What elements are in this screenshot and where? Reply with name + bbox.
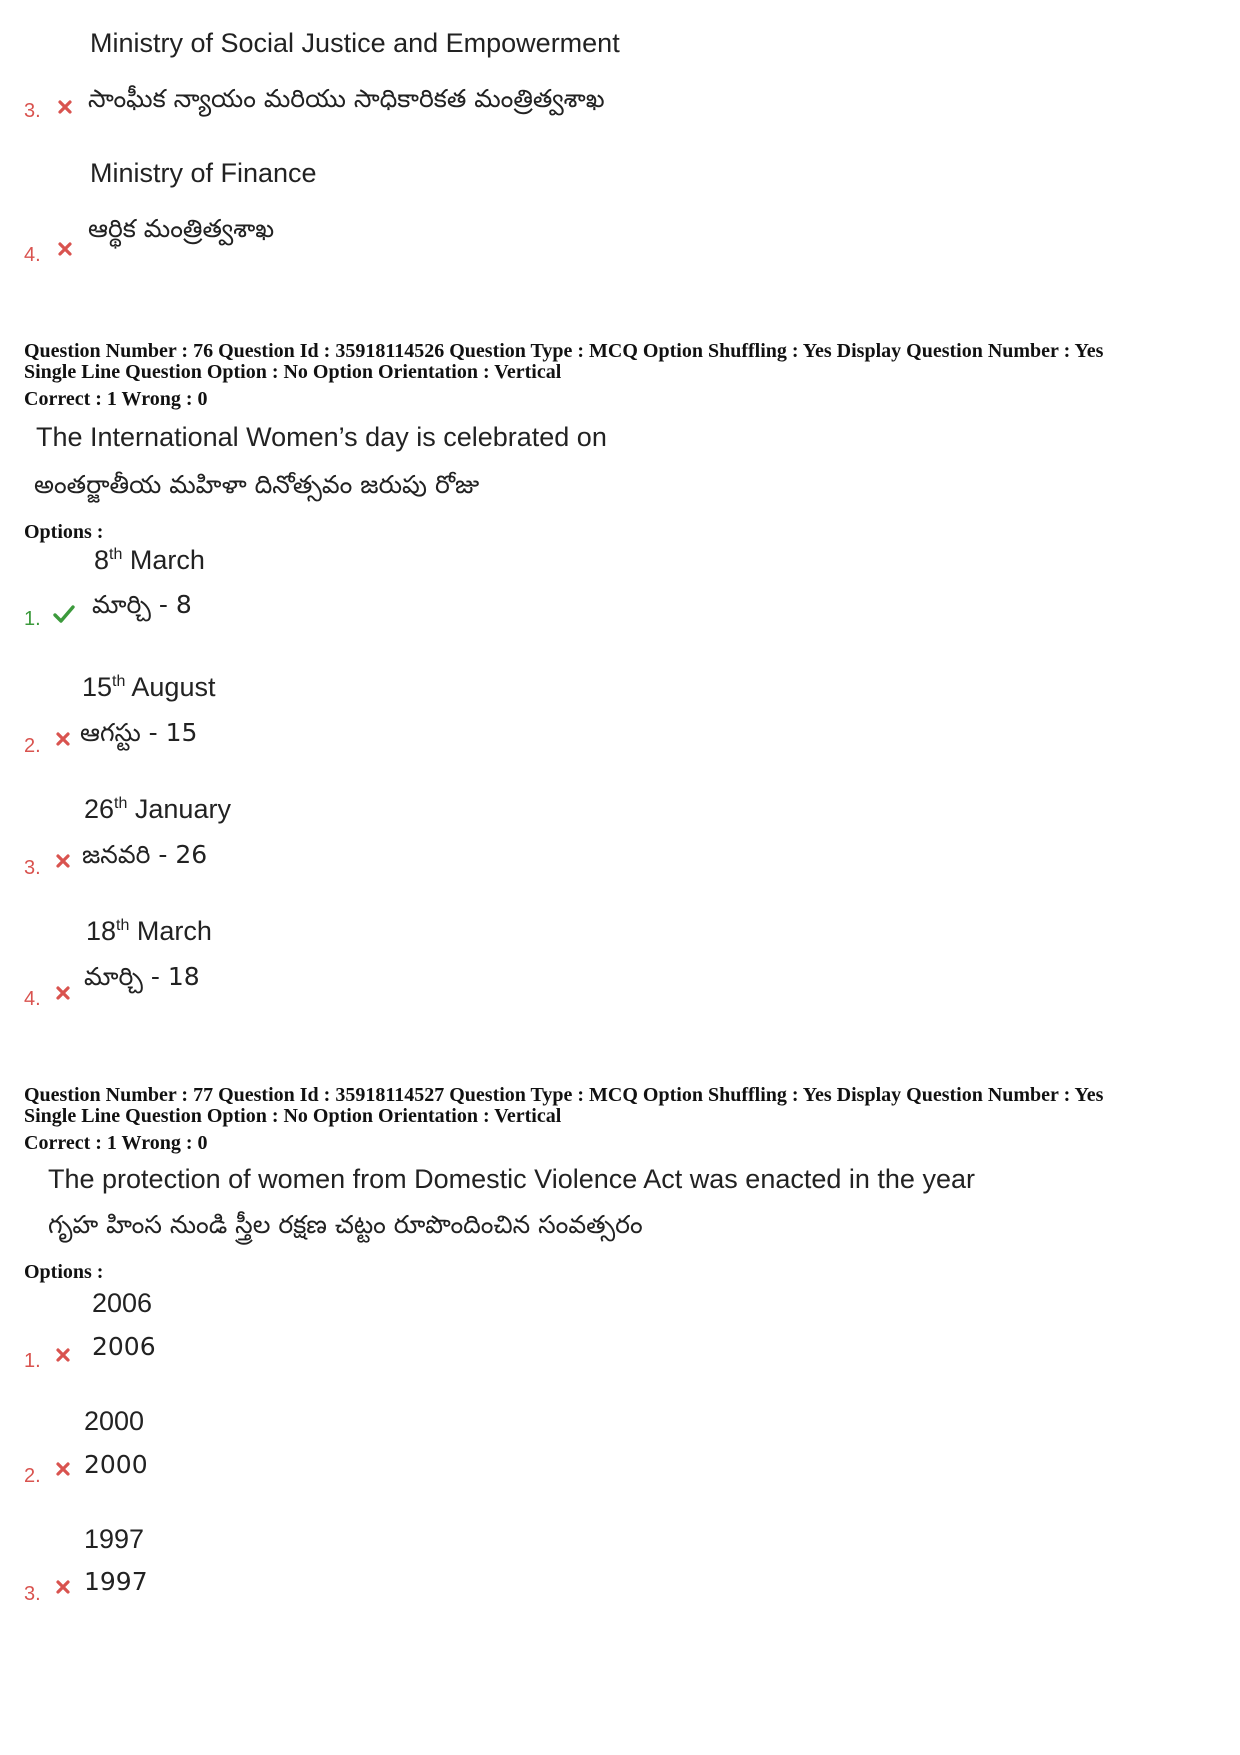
check-icon <box>52 604 76 629</box>
option-text-te: ఆగస్టు - 15 <box>80 718 198 747</box>
option-text-en: 15th August <box>82 672 216 702</box>
cross-icon <box>56 240 74 258</box>
option-text-en: Ministry of Social Justice and Empowerment <box>90 28 620 58</box>
cross-icon <box>56 98 74 116</box>
option-text-te: జనవరి - 26 <box>82 840 208 869</box>
option-number: 3. <box>24 1583 41 1605</box>
question-marks: Correct : 1 Wrong : 0 <box>24 388 208 410</box>
option-text-te: మార్చి - 8 <box>92 590 192 619</box>
option-text-te: ఆర్థిక మంత్రిత్వశాఖ <box>88 214 275 243</box>
question-text-te: గృహ హింస నుండి స్త్రీల రక్షణ చట్టం రూపొందించిన సంవత్సరం <box>48 1210 643 1239</box>
question-marks: Correct : 1 Wrong : 0 <box>24 1132 208 1154</box>
option-text-en: 1997 <box>84 1524 145 1554</box>
cross-icon <box>54 1578 72 1596</box>
cross-icon <box>54 984 72 1002</box>
option-text-te: 1997 <box>84 1567 148 1596</box>
question-meta-line1: Question Number : 76 Question Id : 35918114526 Question Type : MCQ Option Shuffling : Yes Display Question Number : Yes <box>24 340 1104 362</box>
option-text-te: 2000 <box>84 1450 148 1479</box>
options-label: Options : <box>24 521 104 543</box>
cross-icon <box>54 1346 72 1364</box>
option-text-te: 2006 <box>92 1332 156 1361</box>
option-number: 2. <box>24 735 41 757</box>
question-text-en: The International Women’s day is celebrated on <box>36 422 607 452</box>
question-text-te: అంతర్జాతీయ మహిళా దినోత్సవం జరుపు రోజు <box>34 470 480 499</box>
question-meta-line1: Question Number : 77 Question Id : 35918114527 Question Type : MCQ Option Shuffling : Yes Display Question Number : Yes <box>24 1084 1104 1106</box>
option-text-te: మార్చి - 18 <box>84 962 200 991</box>
option-text-en: Ministry of Finance <box>90 158 317 188</box>
option-text-te: సాంఘీక న్యాయం మరియు సాధికారికత మంత్రిత్వశాఖ <box>88 84 605 113</box>
option-number: 3. <box>24 857 41 879</box>
options-label: Options : <box>24 1261 104 1283</box>
question-meta-line2: Single Line Question Option : No Option Orientation : Vertical <box>24 361 562 383</box>
question-meta-line2: Single Line Question Option : No Option Orientation : Vertical <box>24 1105 562 1127</box>
cross-icon <box>54 1460 72 1478</box>
cross-icon <box>54 730 72 748</box>
option-number: 1. <box>24 608 41 630</box>
option-number: 1. <box>24 1350 41 1372</box>
option-text-en: 2000 <box>84 1406 145 1436</box>
option-number: 4. <box>24 988 41 1010</box>
cross-icon <box>54 852 72 870</box>
question-text-en: The protection of women from Domestic Violence Act was enacted in the year <box>48 1164 975 1194</box>
option-text-en: 26th January <box>84 794 231 824</box>
option-text-en: 8th March <box>94 545 205 575</box>
option-number: 4. <box>24 244 41 266</box>
option-text-en: 18th March <box>86 916 212 946</box>
option-number: 3. <box>24 100 41 122</box>
option-number: 2. <box>24 1465 41 1487</box>
option-text-en: 2006 <box>92 1288 153 1318</box>
